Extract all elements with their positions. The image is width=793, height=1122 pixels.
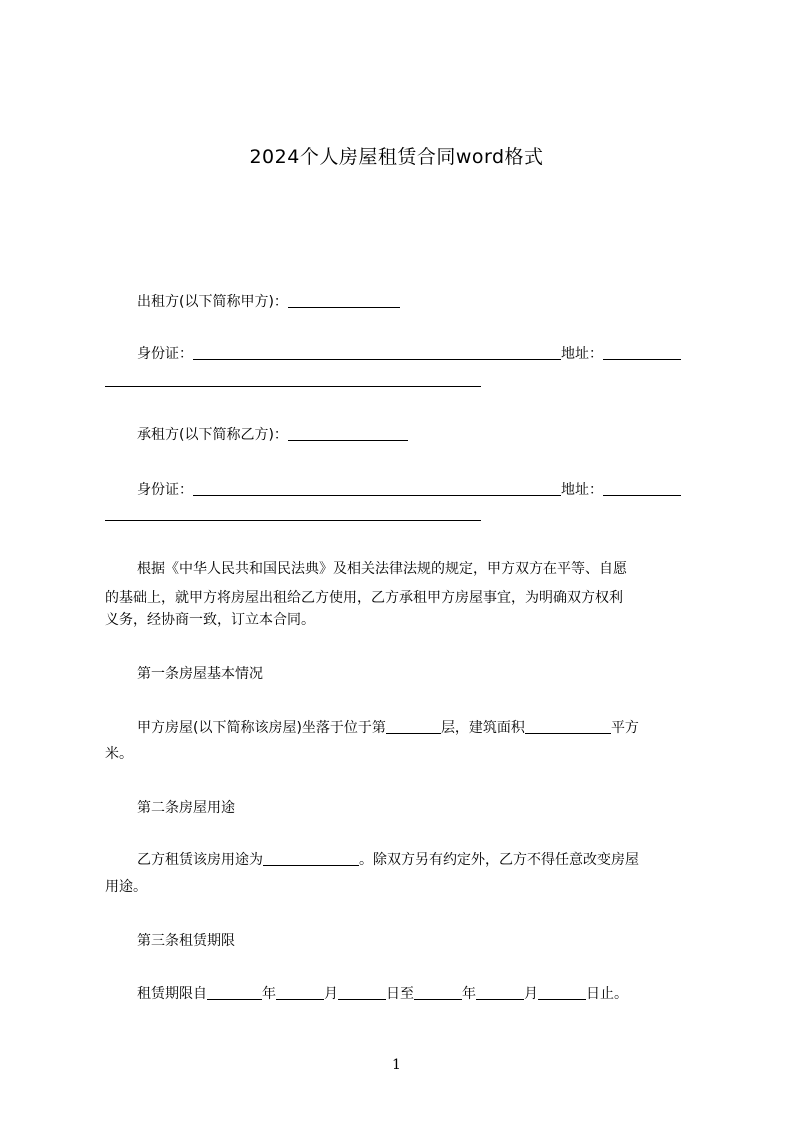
lessee-name-blank: [288, 424, 408, 441]
article3-month1: 月: [324, 986, 338, 1002]
document-title: 2024个人房屋租赁合同word格式: [249, 146, 544, 168]
lessor-id-blank: [193, 343, 561, 360]
article3-year1: 年: [262, 986, 276, 1002]
article3-year2: 年: [462, 986, 476, 1002]
lessor-name-blank: [288, 291, 400, 308]
article3-month2: 月: [524, 986, 538, 1002]
lessee-label: 承租方(以下简称乙方)：: [137, 427, 288, 443]
lessor-id-label: 身份证：: [137, 346, 193, 362]
start-day-blank: [338, 983, 386, 1000]
lessor-line: [105, 287, 733, 317]
start-year-blank: [207, 983, 262, 1000]
article3-heading: 第三条租赁期限: [137, 933, 235, 949]
article1-text-d: 米。: [105, 746, 133, 762]
usage-blank: [263, 849, 359, 866]
article2-heading: 第二条房屋用途: [137, 800, 235, 816]
area-blank: [525, 717, 611, 734]
article3-text-a: 租赁期限自: [137, 986, 207, 1002]
lessee-address-label: 地址：: [561, 482, 603, 498]
article1-text-a: 甲方房屋(以下简称该房屋)坐落于位于第: [137, 720, 386, 736]
lessee-id-label: 身份证：: [137, 482, 193, 498]
page-number: 1: [392, 1057, 401, 1073]
lessee-id-line: [105, 475, 733, 505]
article2-text-b: 。除双方另有约定外，乙方不得任意改变房屋: [359, 852, 639, 868]
end-year-blank: [414, 983, 462, 1000]
article3-day2: 日止。: [586, 986, 628, 1002]
end-day-blank: [538, 983, 586, 1000]
lessee-id-blank: [193, 479, 561, 496]
lessor-address-continuation-blank: [105, 386, 481, 387]
preamble-line-3: 义务，经协商一致，订立本合同。: [105, 612, 315, 628]
lessee-address-blank: [603, 479, 681, 496]
preamble-line-1: 根据《中华人民共和国民法典》及相关法律法规的规定，甲方双方在平等、自愿: [137, 561, 627, 577]
lessor-id-line: [105, 339, 733, 369]
lessor-address-blank: [603, 343, 681, 360]
article3-line-1: [105, 979, 733, 1009]
article1-text-b: 层，建筑面积: [440, 720, 525, 736]
article1-heading: 第一条房屋基本情况: [137, 666, 263, 682]
preamble-line-2: 的基础上，就甲方将房屋出租给乙方使用，乙方承租甲方房屋事宜，为明确双方权利: [105, 590, 623, 606]
lessor-address-label: 地址：: [561, 346, 603, 362]
article2-text-c: 用途。: [105, 879, 147, 895]
lessee-address-continuation-blank: [105, 520, 481, 521]
article1-text-c: 平方: [610, 720, 639, 736]
lessee-line: [105, 420, 733, 450]
start-month-blank: [276, 983, 324, 1000]
article2-text-a: 乙方租赁该房用途为: [137, 852, 263, 868]
article2-line-1: [105, 845, 733, 875]
floor-blank: [386, 717, 441, 734]
lessor-label: 出租方(以下简称甲方)：: [137, 294, 288, 310]
article3-day1: 日至: [386, 986, 414, 1002]
end-month-blank: [476, 983, 524, 1000]
